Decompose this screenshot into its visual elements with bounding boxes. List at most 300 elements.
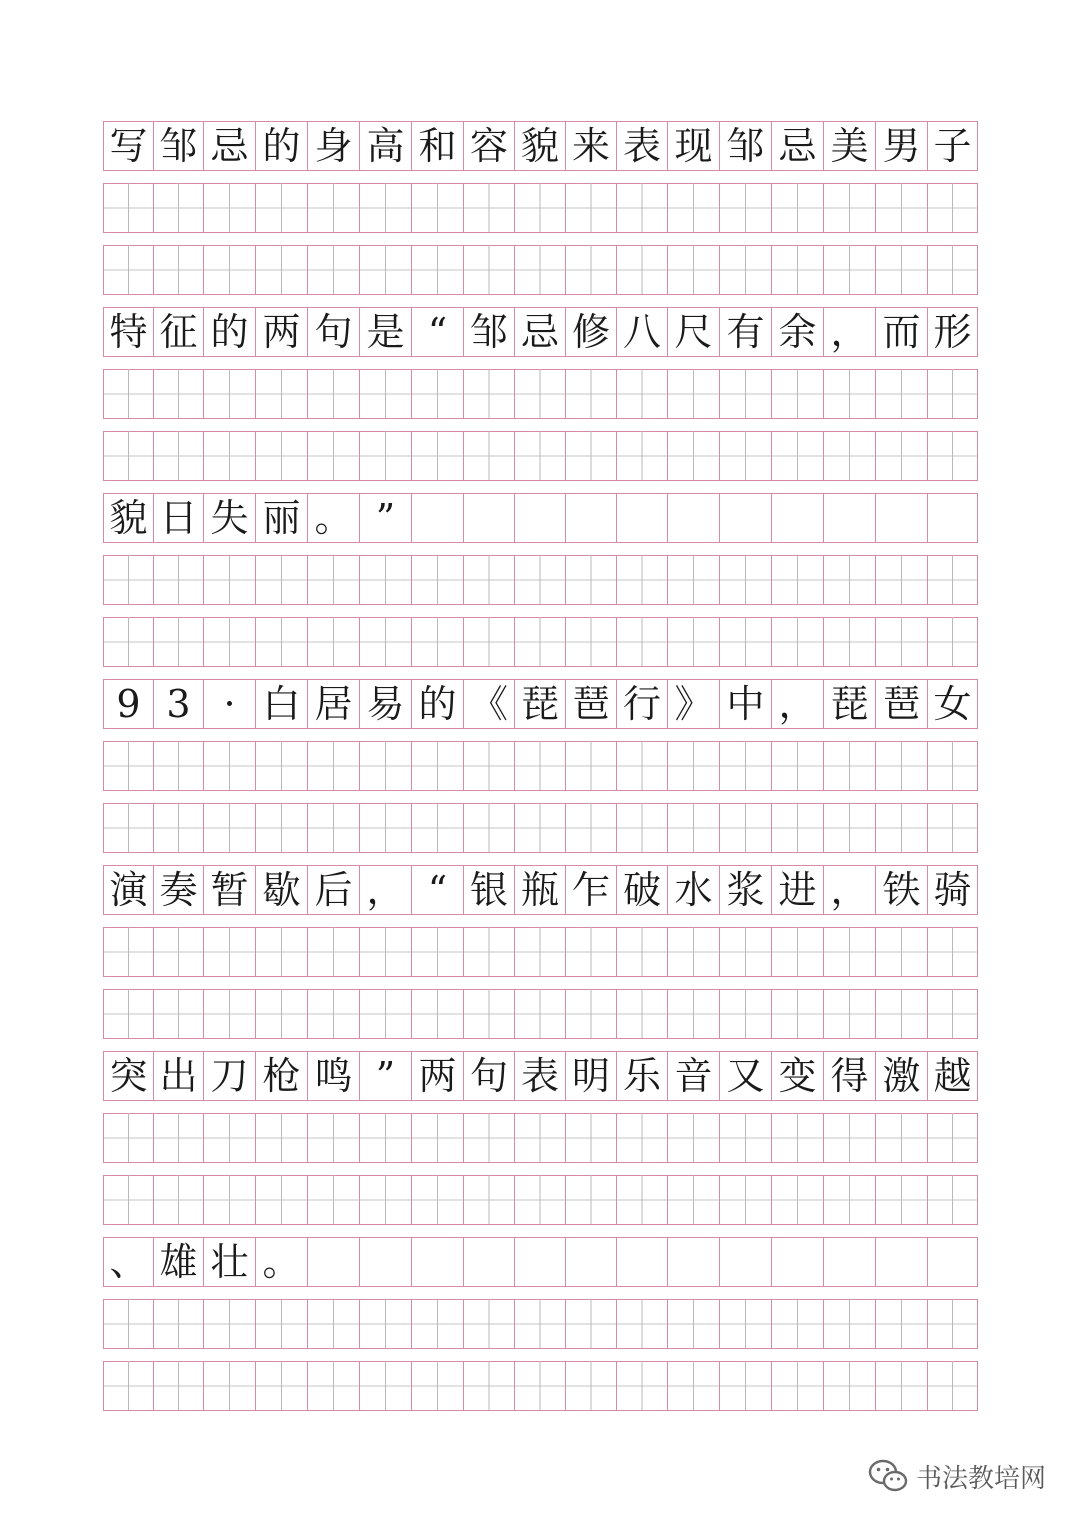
grid-cell: [153, 431, 203, 481]
grid-cell: [719, 121, 771, 171]
grid-cell: [719, 245, 771, 295]
practice-row: [103, 1175, 978, 1225]
character: 两: [262, 310, 301, 354]
character: 忌: [520, 310, 559, 354]
grid-cell: [667, 431, 719, 481]
grid-cell: [719, 1175, 771, 1225]
grid-cell: [103, 1299, 153, 1349]
grid-cell: [667, 307, 719, 357]
grid-cell: [514, 617, 565, 667]
character: 八: [622, 310, 661, 354]
grid-cell: [667, 245, 719, 295]
character: 尺: [674, 310, 713, 354]
grid-cell: [927, 1051, 978, 1101]
grid-cell: [565, 493, 616, 543]
character: 》: [674, 682, 713, 726]
grid-cell: [616, 617, 667, 667]
grid-cell: [103, 927, 153, 977]
grid-cell: [203, 431, 255, 481]
grid-cell: [359, 555, 411, 605]
grid-cell: [667, 679, 719, 729]
grid-cell: [771, 245, 823, 295]
grid-cell: [203, 865, 255, 915]
grid-cell: [616, 369, 667, 419]
character: 激: [882, 1054, 921, 1098]
grid-cell: [359, 307, 411, 357]
character: 破: [622, 868, 661, 912]
character: 和: [418, 124, 457, 168]
grid-cell: [307, 1237, 359, 1287]
character: 。: [314, 496, 353, 540]
grid-cell: [103, 431, 153, 481]
grid-cell: [255, 245, 307, 295]
grid-cell: [565, 555, 616, 605]
grid-cell: [927, 927, 978, 977]
grid-cell: [719, 369, 771, 419]
grid-cell: [307, 245, 359, 295]
character: 暂: [210, 868, 249, 912]
grid-cell: [255, 1299, 307, 1349]
grid-cell: [875, 245, 927, 295]
grid-cell: [616, 989, 667, 1039]
character: ”: [375, 496, 396, 540]
character: 来: [571, 124, 610, 168]
grid-cell: [616, 927, 667, 977]
grid-cell: [823, 307, 875, 357]
character: 水: [674, 868, 713, 912]
grid-cell: [411, 431, 463, 481]
grid-cell: [823, 1113, 875, 1163]
grid-cell: [255, 927, 307, 977]
grid-cell: [616, 431, 667, 481]
grid-cell: [823, 679, 875, 729]
practice-row: [103, 1299, 978, 1349]
grid-cell: [771, 555, 823, 605]
grid-cell: [927, 369, 978, 419]
grid-cell: [719, 307, 771, 357]
grid-cell: [616, 1361, 667, 1411]
grid-cell: [514, 865, 565, 915]
grid-cell: [463, 1361, 514, 1411]
character: 表: [622, 124, 661, 168]
grid-cell: [307, 121, 359, 171]
grid-cell: [719, 1299, 771, 1349]
character: 忌: [778, 124, 817, 168]
character: 枪: [262, 1054, 301, 1098]
grid-cell: [359, 1237, 411, 1287]
character: 特: [109, 310, 148, 354]
grid-cell: [203, 555, 255, 605]
character: 演: [109, 868, 148, 912]
grid-cell: [771, 121, 823, 171]
grid-cell: [719, 493, 771, 543]
grid-cell: [359, 121, 411, 171]
grid-cell: [927, 493, 978, 543]
grid-cell: [103, 307, 153, 357]
character: 中: [726, 682, 765, 726]
grid-cell: [359, 1361, 411, 1411]
grid-cell: [514, 183, 565, 233]
character: ，: [366, 868, 405, 912]
grid-cell: [565, 1237, 616, 1287]
grid-cell: [103, 865, 153, 915]
grid-cell: [153, 741, 203, 791]
grid-cell: [359, 679, 411, 729]
character: 句: [314, 310, 353, 354]
character: 《: [469, 682, 508, 726]
grid-cell: [463, 555, 514, 605]
grid-cell: [719, 803, 771, 853]
grid-cell: [307, 1051, 359, 1101]
grid-cell: [514, 989, 565, 1039]
grid-cell: [875, 1361, 927, 1411]
grid-cell: [565, 741, 616, 791]
grid-cell: [203, 679, 255, 729]
grid-cell: [771, 741, 823, 791]
grid-cell: [359, 989, 411, 1039]
grid-cell: [875, 1299, 927, 1349]
grid-cell: [719, 927, 771, 977]
character: 铁: [882, 868, 921, 912]
grid-cell: [823, 617, 875, 667]
grid-cell: [771, 431, 823, 481]
character: 的: [262, 124, 301, 168]
grid-cell: [411, 741, 463, 791]
grid-cell: [616, 1051, 667, 1101]
character: 现: [674, 124, 713, 168]
character: ，: [830, 310, 869, 354]
grid-cell: [667, 865, 719, 915]
grid-cell: [359, 431, 411, 481]
grid-cell: [719, 183, 771, 233]
grid-cell: [875, 307, 927, 357]
grid-cell: [616, 1237, 667, 1287]
grid-cell: [616, 121, 667, 171]
grid-cell: [153, 803, 203, 853]
watermark: [868, 1456, 1046, 1496]
grid-cell: [719, 431, 771, 481]
grid-cell: [463, 1237, 514, 1287]
grid-cell: [203, 493, 255, 543]
grid-cell: [927, 617, 978, 667]
character: 又: [726, 1054, 765, 1098]
text-row: [103, 1237, 978, 1287]
character: 突: [109, 1054, 148, 1098]
grid-cell: [875, 1237, 927, 1287]
grid-cell: [927, 679, 978, 729]
grid-cell: [616, 679, 667, 729]
grid-cell: [103, 245, 153, 295]
grid-cell: [463, 307, 514, 357]
character: 越: [933, 1054, 972, 1098]
character: 行: [622, 682, 661, 726]
grid-cell: [875, 431, 927, 481]
grid-cell: [771, 307, 823, 357]
grid-cell: [255, 865, 307, 915]
grid-cell: [565, 121, 616, 171]
grid-cell: [823, 121, 875, 171]
grid-cell: [514, 1113, 565, 1163]
grid-cell: [667, 989, 719, 1039]
grid-cell: [875, 555, 927, 605]
grid-cell: [255, 369, 307, 419]
grid-cell: [667, 493, 719, 543]
grid-cell: [203, 927, 255, 977]
grid-cell: [359, 245, 411, 295]
grid-cell: [411, 1051, 463, 1101]
grid-cell: [103, 1237, 153, 1287]
grid-cell: [667, 927, 719, 977]
grid-cell: [411, 927, 463, 977]
grid-cell: [103, 1051, 153, 1101]
grid-cell: [255, 121, 307, 171]
grid-cell: [307, 555, 359, 605]
grid-cell: [875, 1175, 927, 1225]
character: ，: [778, 682, 817, 726]
grid-cell: [203, 1113, 255, 1163]
character: 征: [159, 310, 198, 354]
grid-cell: [255, 493, 307, 543]
grid-cell: [875, 679, 927, 729]
character: 3: [166, 682, 191, 726]
grid-cell: [927, 741, 978, 791]
grid-cell: [771, 617, 823, 667]
grid-cell: [411, 1113, 463, 1163]
grid-cell: [667, 121, 719, 171]
grid-cell: [463, 989, 514, 1039]
grid-cell: [616, 1113, 667, 1163]
grid-cell: [359, 1113, 411, 1163]
grid-cell: [514, 1237, 565, 1287]
practice-row: [103, 741, 978, 791]
grid-cell: [565, 307, 616, 357]
grid-cell: [411, 989, 463, 1039]
grid-cell: [153, 183, 203, 233]
grid-cell: [927, 555, 978, 605]
character: 子: [933, 124, 972, 168]
grid-cell: [771, 369, 823, 419]
grid-cell: [255, 1361, 307, 1411]
grid-cell: [255, 803, 307, 853]
text-row: [103, 679, 978, 729]
grid-cell: [203, 1299, 255, 1349]
grid-cell: [463, 493, 514, 543]
grid-cell: [514, 245, 565, 295]
character: 表: [520, 1054, 559, 1098]
grid-cell: [771, 493, 823, 543]
grid-cell: [411, 493, 463, 543]
grid-cell: [823, 927, 875, 977]
character: 瓶: [520, 868, 559, 912]
grid-cell: [411, 245, 463, 295]
grid-cell: [203, 369, 255, 419]
grid-cell: [255, 617, 307, 667]
grid-cell: [411, 555, 463, 605]
grid-cell: [927, 1361, 978, 1411]
grid-cell: [514, 679, 565, 729]
grid-cell: [719, 989, 771, 1039]
grid-cell: [307, 1299, 359, 1349]
grid-cell: [771, 1299, 823, 1349]
grid-cell: [153, 307, 203, 357]
grid-cell: [927, 307, 978, 357]
grid-cell: [771, 183, 823, 233]
grid-cell: [875, 1113, 927, 1163]
grid-cell: [153, 617, 203, 667]
character: 男: [882, 124, 921, 168]
grid-cell: [667, 1175, 719, 1225]
grid-cell: [823, 1237, 875, 1287]
grid-cell: [927, 1113, 978, 1163]
grid-cell: [307, 183, 359, 233]
grid-cell: [875, 865, 927, 915]
grid-cell: [153, 1237, 203, 1287]
grid-cell: [307, 369, 359, 419]
grid-cell: [667, 183, 719, 233]
character: 美: [830, 124, 869, 168]
grid-cell: [875, 493, 927, 543]
character: 女: [933, 682, 972, 726]
grid-cell: [203, 183, 255, 233]
grid-cell: [927, 803, 978, 853]
grid-cell: [103, 1175, 153, 1225]
practice-row: [103, 1113, 978, 1163]
practice-row: [103, 431, 978, 481]
grid-cell: [307, 989, 359, 1039]
grid-cell: [823, 741, 875, 791]
grid-cell: [255, 1175, 307, 1225]
grid-cell: [823, 1361, 875, 1411]
grid-cell: [153, 1299, 203, 1349]
character: 邹: [726, 124, 765, 168]
grid-cell: [103, 1361, 153, 1411]
grid-cell: [719, 1051, 771, 1101]
grid-cell: [255, 1113, 307, 1163]
grid-cell: [565, 803, 616, 853]
grid-cell: [103, 183, 153, 233]
practice-row: [103, 183, 978, 233]
grid-cell: [307, 1113, 359, 1163]
character: 进: [778, 868, 817, 912]
grid-cell: [103, 989, 153, 1039]
grid-cell: [823, 369, 875, 419]
grid-cell: [565, 1361, 616, 1411]
grid-cell: [203, 989, 255, 1039]
grid-cell: [411, 1361, 463, 1411]
grid-cell: [719, 617, 771, 667]
grid-cell: [463, 369, 514, 419]
grid-cell: [667, 1113, 719, 1163]
grid-cell: [463, 245, 514, 295]
grid-cell: [103, 369, 153, 419]
grid-cell: [565, 1299, 616, 1349]
grid-cell: [255, 431, 307, 481]
character: 9: [116, 682, 141, 726]
grid-cell: [307, 493, 359, 543]
character: 奏: [159, 868, 198, 912]
practice-row: [103, 245, 978, 295]
character: 失: [210, 496, 249, 540]
grid-cell: [463, 927, 514, 977]
grid-cell: [514, 1299, 565, 1349]
grid-cell: [771, 927, 823, 977]
grid-cell: [667, 803, 719, 853]
grid-cell: [719, 1237, 771, 1287]
practice-row: [103, 927, 978, 977]
grid-cell: [771, 1051, 823, 1101]
character: 句: [469, 1054, 508, 1098]
grid-cell: [359, 741, 411, 791]
practice-row: [103, 989, 978, 1039]
grid-cell: [203, 617, 255, 667]
grid-cell: [927, 1237, 978, 1287]
grid-cell: [255, 555, 307, 605]
grid-cell: [875, 121, 927, 171]
character: 、: [109, 1240, 148, 1284]
grid-cell: [307, 1361, 359, 1411]
grid-cell: [255, 307, 307, 357]
grid-cell: [667, 1237, 719, 1287]
grid-cell: [153, 121, 203, 171]
grid-cell: [103, 555, 153, 605]
grid-cell: [203, 307, 255, 357]
grid-cell: [307, 617, 359, 667]
grid-cell: [823, 431, 875, 481]
grid-cell: [565, 617, 616, 667]
grid-cell: [203, 1361, 255, 1411]
grid-cell: [616, 803, 667, 853]
character: 身: [314, 124, 353, 168]
grid-cell: [875, 1051, 927, 1101]
grid-cell: [667, 617, 719, 667]
grid-cell: [771, 1113, 823, 1163]
character: 刀: [210, 1054, 249, 1098]
character: 写: [109, 124, 148, 168]
grid-cell: [514, 307, 565, 357]
character: 容: [469, 124, 508, 168]
character: 音: [674, 1054, 713, 1098]
grid-cell: [565, 865, 616, 915]
grid-cell: [203, 1051, 255, 1101]
grid-cell: [463, 741, 514, 791]
character: 得: [830, 1054, 869, 1098]
character: “: [427, 310, 448, 354]
grid-cell: [875, 989, 927, 1039]
grid-cell: [927, 865, 978, 915]
grid-cell: [153, 245, 203, 295]
grid-cell: [103, 803, 153, 853]
grid-cell: [616, 741, 667, 791]
grid-cell: [514, 1361, 565, 1411]
grid-cell: [359, 927, 411, 977]
character: 易: [366, 682, 405, 726]
text-row: [103, 121, 978, 171]
grid-cell: [411, 803, 463, 853]
grid-cell: [153, 679, 203, 729]
grid-cell: [719, 679, 771, 729]
grid-cell: [927, 1299, 978, 1349]
grid-cell: [463, 1175, 514, 1225]
grid-cell: [255, 989, 307, 1039]
grid-cell: [565, 183, 616, 233]
character: 日: [159, 496, 198, 540]
grid-cell: [514, 1175, 565, 1225]
grid-cell: [616, 307, 667, 357]
character: 鸣: [314, 1054, 353, 1098]
character: “: [427, 868, 448, 912]
grid-cell: [719, 865, 771, 915]
grid-cell: [565, 1051, 616, 1101]
